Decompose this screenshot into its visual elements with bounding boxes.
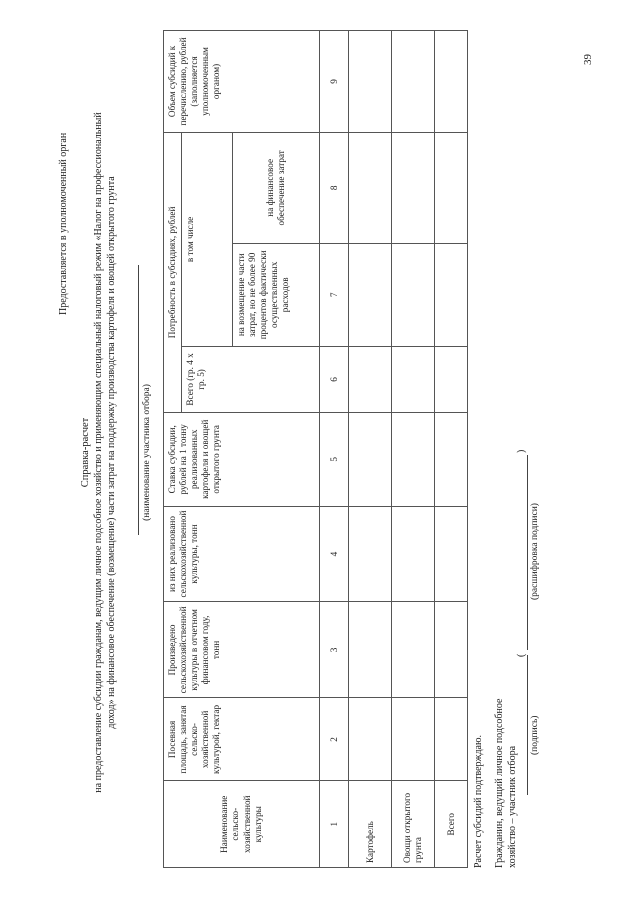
table-cell[interactable] [349,243,392,346]
table-row [392,31,435,868]
page-number: 39 [582,54,594,65]
table-cell[interactable] [435,602,468,698]
table-cell[interactable] [435,132,468,243]
column-number: 4 [320,506,349,602]
signer-label: Гражданин, ведущий личное подсобное хозяйство – участник отбора [494,698,518,868]
total-label: Всего [435,781,468,868]
table-cell[interactable] [392,346,435,412]
confirmation-text: Расчет субсидий подтверждаю. [473,735,484,868]
table-cell[interactable] [392,243,435,346]
paren-close: ) [516,449,527,453]
header-sold: из них реализовано сельскохозяйственной культуры, тонн [164,506,320,602]
table-cell[interactable] [392,698,435,781]
table-cell[interactable] [349,602,392,698]
column-number: 7 [320,243,349,346]
header-including: в том числе [182,132,233,346]
table-cell[interactable] [392,602,435,698]
signature-line[interactable] [527,655,528,795]
table-cell[interactable] [435,412,468,506]
column-number: 3 [320,602,349,698]
row-label-potato: Картофель [349,781,392,868]
header-reimbursement: на возмещение части затрат, но не более 90 процентов фактически осуществленных расходов [233,243,320,346]
column-number: 5 [320,412,349,506]
header-produced: Произведено сельскохозяйственной культуры в отчетном финансовом году, тонн [164,602,320,698]
column-number: 2 [320,698,349,781]
subtitle-line-2: доход» на финансовое обеспечение (возмещение) части затрат на поддержку производства картофеля и овощей открытого грунта [106,176,117,729]
table-cell[interactable] [349,31,392,133]
paren-open: ( [516,653,527,657]
table-cell[interactable] [392,31,435,133]
header-sown-area: Посевная площадь, занятая сельско-хозяйственной культурой, гектар [164,698,320,781]
table-cell[interactable] [392,132,435,243]
column-number: 8 [320,132,349,243]
decoding-line[interactable] [527,455,528,650]
header-subsidy-rate: Ставка субсидии, рублей на 1 тонну реализованных картофеля и овощей открытого грунта [164,412,320,506]
signature-caption: (подпись) [530,715,540,755]
header-note: Предоставляется в уполномоченный орган [58,132,69,315]
total-row [435,31,468,868]
document-title: Справка-расчет [80,417,91,488]
table-cell[interactable] [392,506,435,602]
header-need-total: Всего (гр. 4 х гр. 5) [182,346,320,412]
table-cell[interactable] [435,506,468,602]
subtitle-line-1: на предоставление субсидии гражданам, ведущим личное подсобное хозяйство и применяющим специальный налоговый режим «Налог на профессиональный [93,112,104,793]
table-cell[interactable] [392,412,435,506]
column-number: 1 [320,781,349,868]
participant-caption: (наименование участника отбора) [142,384,152,521]
table-cell[interactable] [349,412,392,506]
table-row [349,31,392,868]
decoding-caption: (расшифровка подписи) [530,503,540,600]
table-cell[interactable] [349,346,392,412]
column-number: 6 [320,346,349,412]
participant-name-line[interactable] [138,265,139,535]
header-subsidy-need: Потребность в субсидиях, рублей [164,132,182,412]
column-numbers-row [320,31,349,868]
row-label-vegetables: Овощи открытого грунта [392,781,435,868]
header-crop-name: Наименование сельско-хозяйственной культуры [164,781,320,868]
header-financing: на финансовое обеспечение затрат [233,132,320,243]
table-cell[interactable] [349,132,392,243]
header-transfer-volume: Объем субсидий к перечислению, рублей (заполняется уполномоченным органом) [164,31,320,133]
table-cell[interactable] [435,698,468,781]
table-cell[interactable] [435,243,468,346]
table-cell[interactable] [349,506,392,602]
table-cell[interactable] [435,346,468,412]
table-cell[interactable] [435,31,468,133]
column-number: 9 [320,31,349,133]
subsidy-table [163,30,468,868]
table-cell[interactable] [349,698,392,781]
